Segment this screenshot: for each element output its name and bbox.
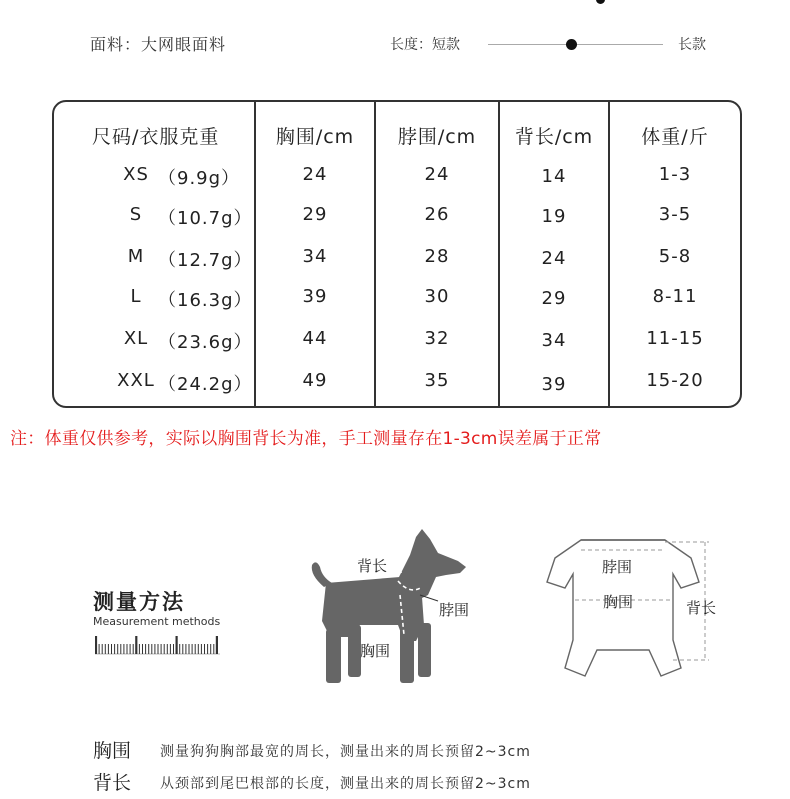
size-table: [52, 100, 742, 408]
ruler-icon: [95, 634, 220, 658]
body-weight-value: 11-15: [646, 328, 704, 349]
definition-text: 从颈部到尾巴根部的长度，测量出来的周长预留2~3cm: [160, 776, 531, 792]
garment-weight: （10.7g）: [158, 208, 253, 229]
body-weight-value: 1-3: [658, 164, 692, 185]
size-code: M: [127, 246, 145, 267]
chest-value: 29: [302, 204, 328, 225]
neck-value: 32: [424, 328, 450, 349]
size-code: L: [130, 286, 142, 307]
definition-term: 胸围: [93, 740, 132, 762]
header-body-weight: 体重/斤: [641, 126, 709, 148]
fabric-info: [90, 32, 226, 55]
body-weight-value: 8-11: [652, 286, 698, 307]
header-back: 背长/cm: [514, 126, 594, 148]
header-neck: 脖围/cm: [397, 126, 477, 148]
body-weight-value: 15-20: [646, 370, 704, 391]
disclaimer-note: 注：体重仅供参考，实际以胸围背长为准，手工测量存在1-3cm误差属于正常: [10, 429, 602, 449]
shirt-chest-label: 胸围: [603, 593, 634, 611]
body-weight-value: 3-5: [658, 204, 692, 225]
size-code: XXL: [117, 370, 155, 391]
chest-value: 44: [302, 328, 328, 349]
neck-value: 24: [424, 164, 450, 185]
back-value: 34: [541, 330, 567, 351]
dog-chest-label: 胸围: [360, 642, 391, 660]
neck-value: 30: [424, 286, 450, 307]
definition-text: 测量狗狗胸部最宽的周长，测量出来的周长预留2~3cm: [160, 744, 531, 760]
fabric-label: 面料：: [90, 35, 142, 54]
length-short: 短款: [432, 37, 460, 53]
fabric-value: 大网眼面料: [141, 35, 227, 54]
back-value: 39: [541, 374, 567, 395]
garment-weight: （24.2g）: [158, 374, 253, 395]
header-chest: 胸围/cm: [275, 126, 355, 148]
length-label: 长度：短款: [390, 37, 460, 53]
back-value: 24: [541, 248, 567, 269]
back-value: 29: [541, 288, 567, 309]
garment-weight: （23.6g）: [158, 332, 253, 353]
chest-value: 34: [302, 246, 328, 267]
back-value: 19: [541, 206, 567, 227]
neck-value: 35: [424, 370, 450, 391]
size-code: XS: [123, 164, 149, 185]
back-value: 14: [541, 166, 567, 187]
shirt-back-label: 背长: [686, 599, 717, 617]
length-long: 长款: [678, 37, 706, 53]
garment-weight: （12.7g）: [158, 250, 253, 271]
method-subtitle: Measurement methods: [93, 615, 221, 628]
method-title: 测量方法: [93, 590, 185, 614]
neck-value: 28: [424, 246, 450, 267]
size-code: S: [129, 204, 143, 225]
chest-value: 49: [302, 370, 328, 391]
neck-value: 26: [424, 204, 450, 225]
garment-weight: （16.3g）: [158, 290, 253, 311]
header-size: 尺码/衣服克重: [92, 126, 220, 148]
garment-weight: （9.9g）: [158, 168, 241, 189]
dog-neck-label: 脖围: [439, 601, 470, 619]
cut-slider-dot: [596, 0, 605, 4]
definition-term: 背长: [93, 772, 132, 794]
body-weight-value: 5-8: [658, 246, 692, 267]
dog-back-label: 背长: [357, 557, 388, 575]
shirt-neck-label: 脖围: [602, 558, 633, 576]
size-code: XL: [123, 328, 149, 349]
chest-value: 39: [302, 286, 328, 307]
chest-value: 24: [302, 164, 328, 185]
length-scale-marker: [566, 39, 577, 50]
